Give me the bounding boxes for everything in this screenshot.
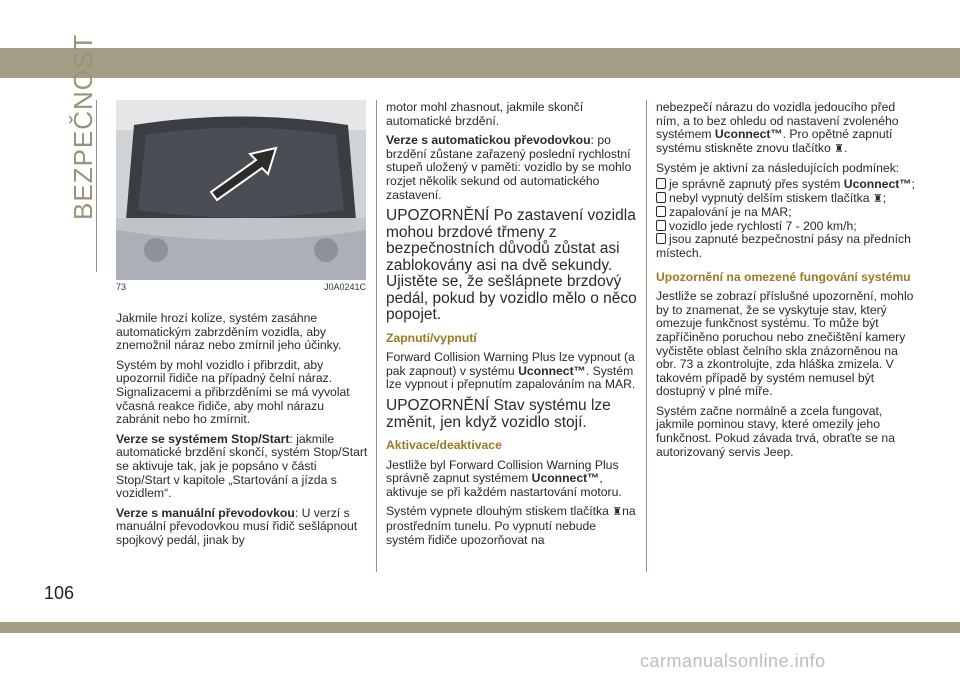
list-item: nebyl vypnutý delším stiskem tlačítka ♜; [656,192,916,207]
paragraph: Systém začne normálně a zcela fungovat, jakmile pominou stavy, které omezily jeho funkčnost. Pokud závada trvá, obraťte se na autorizovaný servis Jeep. [656,403,895,459]
paragraph: motor mohl zhasnout, jakmile skončí automatické brzdění. [386,100,584,128]
warning-text: UPOZORNĚNÍ Stav systému lze změnit, jen když vozidlo stojí. [386,397,611,431]
figure-code: J0A0241C [323,282,366,292]
paragraph: Jestliže byl Forward Collision Warning Plus správně zapnut systémem Uconnect™, aktivuje se při každém nastartování motoru. [386,457,622,499]
subheading: Upozornění na omezené fungování systému [656,269,911,284]
checkbox-icon [656,220,666,231]
checkbox-icon [656,206,666,217]
list-item: je správně zapnutý přes systém Uconnect™; [656,178,916,192]
paragraph: Forward Collision Warning Plus lze vypnout (a pak zapnout) v systému Uconnect™. Systém lze vypnout i přepnutím zapalováním na MAR. [386,350,636,392]
section-label: BEZPEČNOST [68,33,98,220]
column-1 [116,312,370,554]
warning-text: UPOZORNĚNÍ Po zastavení vozidla mohou brzdové třmeny z bezpečnostních důvodů zůstat asi zablokovány asi na dvě sekundy. Ujistěte se, že sešlápnete brzdový pedál, pokud by vozidlo mělo o něco popojet. [386,207,637,324]
paragraph: Verze s automatickou převodovkou: po brzdění zůstane zařazený poslední rychlostní stupeň uložený v paměti: vozidlo by se mohlo rozjet několik sekund od automatického zastavení. [386,133,632,202]
figure-caption [116,282,366,292]
subheading: Aktivace/deaktivace [386,438,502,453]
figure-number: 73 [116,282,127,292]
checkbox-icon [656,192,666,203]
paragraph: Systém vypnete dlouhým stiskem tlačítka ♜na prostředním tunelu. Po vypnutí nebude systém řidiče upozorňovat na [386,504,636,547]
paragraph: Jakmile hrozí kolize, systém zasáhne automatickým zabrzděním vozidla, aby znemožnil náraz nebo zmírnil jeho účinky. [116,311,342,353]
checkbox-icon [656,233,666,244]
checkbox-icon [656,178,666,189]
paragraph: nebezpečí nárazu do vozidla jedoucího před ním, a to bez ohledu od nastavení zvoleného systémem Uconnect™. Pro opětné zapnutí systému stiskněte znovu tlačítko ♜. [656,100,899,155]
subheading: Zapnutí/vypnutí [386,330,477,345]
column-divider-2 [646,100,647,572]
condition-list [656,178,916,261]
paragraph: Verze se systémem Stop/Start: jakmile automatické brzdění skončí, systém Stop/Start se aktivuje tak, jak je popsáno v části Stop/Start v kapitole „Startování a jízda s vozidlem“. [116,431,368,501]
paragraph: Systém by mohl vozidlo i přibrzdit, aby upozornil řidiče na případný čelní náraz. Signalizacemi a přibrzděními se má vyvolat včasná reakce řidiče, aby mohl nárazu zabránit nebo ho zmírnit. [116,357,350,427]
column-3 [656,101,916,465]
top-band [0,0,960,48]
windshield-figure [116,100,366,280]
top-stripe [0,48,960,78]
column-2 [386,101,638,553]
seat-button-icon: ♜ [612,506,623,519]
list-item: zapalování je na MAR; [656,206,916,220]
list-item: vozidlo jede rychlostí 7 - 200 km/h; [656,220,916,234]
column-divider-1 [376,100,377,572]
paragraph: Verze s manuální převodovkou: U verzí s manuální převodovkou musí řidič sešlápnout spojkový pedál, jinak by [116,505,358,547]
bottom-band [0,622,960,633]
paragraph: Jestliže se zobrazí příslušné upozornění, mohlo by to znamenat, že se vyskytuje stav, který omezuje funkčnost systému. To může být zapříčiněno poruchou nebo znečištění kamery vyčistěte oblast čelního skla znázorněnou na obr. 73 a zkontrolujte, zda hláška zmizela. V takovém případě by systém nemusel být dostupný v plné míře. [656,289,914,399]
list-item: jsou zapnuté bezpečnostní pásy na předních místech. [656,232,911,260]
page-number: 106 [44,583,75,603]
paragraph: Systém je aktivní za následujících podmínek: [656,161,900,176]
seat-button-icon: ♜ [834,142,845,155]
seat-button-icon: ♜ [872,192,883,205]
watermark: carmanualsonline.info [640,651,826,671]
